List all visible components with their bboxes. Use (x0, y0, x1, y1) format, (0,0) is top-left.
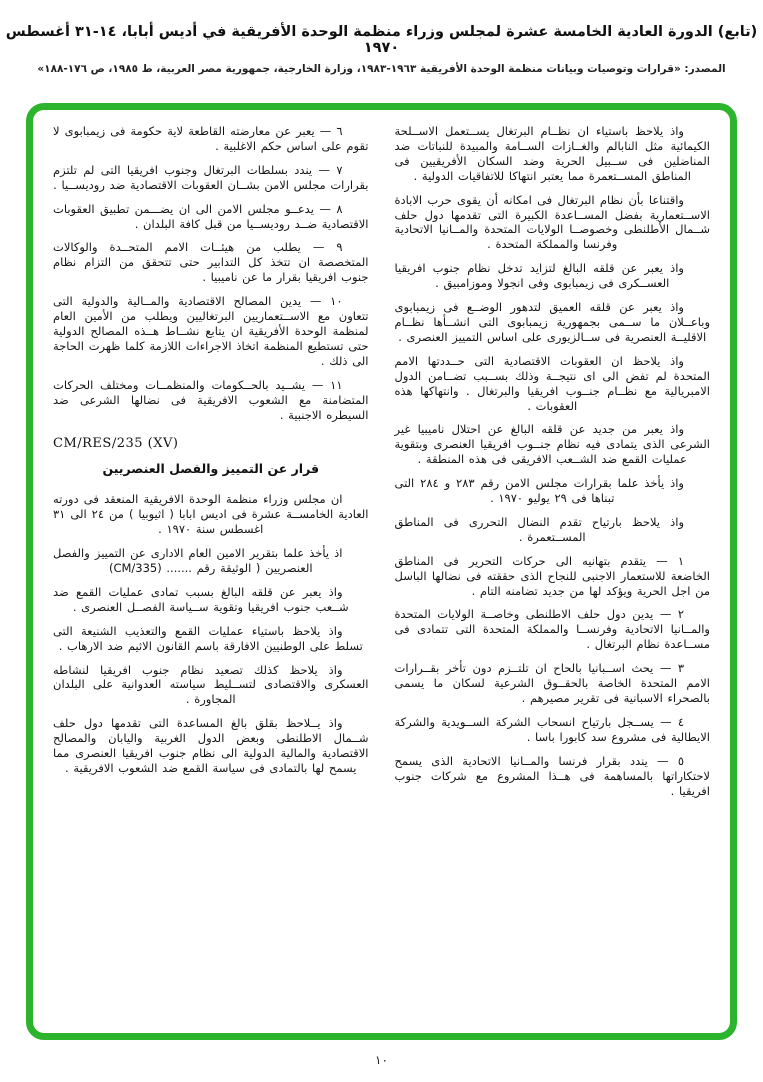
clause-paragraph: واذ يعبر عن قلقه العميق لتدهور الوضــع فى زيمبابوى وباعــلان ما ســمى بجمهورية زيمبابوى التى انشــأها نظــام الاقليــة العنصرية فى ســالزيورى على اساس التمييز العنصرى . (394, 300, 710, 344)
clause-paragraph: واذ يلاحظ كذلك تصعيد نظام جنوب افريقيا لنشاطه العسكرى والاقتصادى لتســليط سياسته العدوانية على البلدان المجاورة . (53, 662, 369, 707)
clause-paragraph: واذ يعبر عن قلقه البالغ لتزايد تدخل نظام جنوب افريقيا العســكرى فى زيمبابوى وفى انجولا وموزامبيق . (394, 261, 684, 291)
numbered-item-5: ٥ — يندد بقرار فرنسا والمــانيا الاتحادية الذى يسمح لاحتكاراتها بالمساهمة فى هــذا المشروع مع شركات جنوب افريقيا . (394, 753, 710, 798)
green-border-content-box (26, 103, 737, 1040)
source-citation: المصدر: «قرارات وتوصيات وبيانات منظمة الوحدة الأفريقية ١٩٦٣-١٩٨٣، وزارة الخارجية، جمهورية مصر العربية، ط ١٩٨٥، ص ١٧٦-١٨٨» (37, 63, 726, 75)
clause-paragraph: واذ يلاحظ بارتياح تقدم النضال التحررى فى المناطق المســتعمرة . (394, 514, 684, 544)
numbered-item-3: ٣ — يحث اســبانيا بالحاح ان تلتــزم دون تأخر بقــرارات الامم المتحدة الخاصة بالحقــوق الشرعية لسكان ما يسمى بالصحراء الاسبانية فى تقرير مصيرهم . (394, 661, 710, 705)
numbered-item-6: ٦ — يعبر عن معارضته القاطعة لاية حكومة فى زيمبابوى لا تقوم على اساس حكم الاغلبية . (53, 124, 369, 153)
left-column (53, 124, 369, 1023)
session-title: (تابع) الدورة العادية الخامسة عشرة لمجلس وزراء منظمة الوحدة الأفريقية في أديس أبابا، ١٤-٣١ أغسطس ١٩٧٠ (5, 24, 758, 56)
clause-paragraph: واذ يلاحظ باستياء ان نظــام البرتغال يســتعمل الاســلحة الكيمائية مثل النابالم والغــازات الســامة والمبيدة للنباتات ضد المناضلين فى ســبيل الحرية وضد السكان الأفريقيين فى المناطق المســتعمرة مما يعتبر انتهاكا للاتفاقيات الدولية . (394, 124, 710, 183)
clause-paragraph: واقتناعا بأن نظام البرتغال فى امكانه أن يقوى حرب الابادة الاســتعمارية بفضل المســاعدة الكبيرة التى تقدمها دول حلف شــمال الأطلنطى وخصوصــا الولايات المتحدة والمــانيا الاتحادية وفرنسا والمملكة المتحدة . (394, 192, 710, 252)
clause-paragraph: واذ يأخذ علما بقرارات مجلس الامن رقم ٢٨٣ و ٢٨٤ التى تبناها فى ٢٩ يوليو ١٩٧٠ . (394, 476, 684, 506)
page-number: ١٠ (375, 1053, 388, 1067)
clause-paragraph: واذ يعبر عن قلقه البالغ بسبب تمادى عمليات القمع ضد شــعب جنوب افريقيا وتقوية ســياسة الفصــل العنصرى . (53, 584, 349, 614)
clause-paragraph: واذ يلاحظ باستياء عمليات القمع والتعذيب الشنيعة التى تسلط على الوطنيين الافارقة باسم القانون الاثيم ضد الارهاب . (53, 623, 363, 653)
numbered-item-11: ١١ — يشــيد بالحــكومات والمنظمــات ومختلف الحركات المتضامنة مع الشعوب الافريقية فى نضالها الشرعى ضد السيطره الاجنبية . (53, 377, 369, 422)
right-column (395, 124, 711, 1023)
resolution-title: قرار عن التمييز والفصل العنصريين (102, 461, 320, 477)
numbered-item-1: ١ — يتقدم بتهانيه الى حركات التحرير فى المناطق الخاضعة للاستعمار الاجنبى للنجاح الذى حققته فى نضالها الباسل من اجل الحرية ويؤكد لها من جديد تضامنه التام . (394, 553, 710, 598)
numbered-item-8: ٨ — يدعــو مجلس الامن الى ان يضـــمن تطبيق العقوبات الاقتصادية ضــد روديســيا من قبل كافة البلدان . (53, 201, 369, 231)
clause-paragraph: واذ يلاحظ ان العقوبات الاقتصادية التى حــددتها الامم المتحدة لم تفض الى اى نتيجــة وذلك بســبب تضــامن الدول الامبريالية مع نظــام جنــوب افريقيا والبرتغال . وانتهاكها هذه العقوبات . (394, 353, 710, 413)
clause-paragraph: واذ يعبر من جديد عن قلقه البالغ عن احتلال ناميبيا غير الشرعى الذى يتمادى فيه نظام جنــوب افريقيا العنصرى وبتقوية عمليات القمع ضد الشــعب الافريقى فى هذه المنطقة . (394, 422, 710, 467)
clause-paragraph: ان مجلس وزراء منظمة الوحدة الافريقية المنعقد فى دورته العادية الخامســة عشرة فى اديس ابابا ( اثيوبيا ) من ٢٤ الى ٣١ اغسطس سنة ١٩٧٠ . (53, 492, 369, 537)
numbered-item-7: ٧ — يندد بسلطات البرتغال وجنوب افريقيا التى لم تلتزم بقرارات مجلس الامن بشــان العقوبات الاقتصادية ضد روديســيا . (53, 162, 369, 192)
two-column-layout (53, 124, 710, 1023)
page-footer (0, 1049, 763, 1068)
clause-paragraph: اذ يأخذ علما بتقرير الامين العام الادارى عن التمييز والفصل العنصريين ( الوثيقة رقم ....... (CM/335) (53, 546, 343, 576)
numbered-item-4: ٤ — يســجل بارتياح انسحاب الشركة الســويدية والشركة الايطالية فى مشروع سد كابورا باسا . (394, 714, 710, 744)
numbered-item-10: ١٠ — يدين المصالح الاقتصادية والمــالية والدولية التى تتعاون مع الاســتعماريين البرتغاليين ويطلب من الأمين العام لمنظمة الوحدة الأفريقية ان يتابع نشــاط هــذه المصالح الدولية حتى تستطيع المنظمة اتخاذ الاجراءات اللازمة كلما ظهرت الحاجة الى ذلك . (53, 294, 369, 368)
numbered-item-9: ٩ — يطلب من هيئــات الامم المتحــدة والوكالات المتخصصة ان تتخذ كل التدابير حتى تتحقق من التزام نظام جنوب افريقيا بقرار ما عن ناميبيا . (53, 240, 369, 285)
numbered-item-2: ٢ — يدين دول حلف الاطلنطى وخاصــة الولايات المتحدة والمــانيا الاتحادية وفرنســا والمملكة المتحدة التى تتمادى فى مســاعدة نظام البرتغال . (394, 607, 710, 652)
page-header (0, 24, 763, 75)
clause-paragraph: واذ يــلاحظ بقلق بالغ المساعدة التى تقدمها دول حلف شــمال الاطلنطى وبعض الدول الغربية واليابان والمصالح الاقتصادية والمالية الدولية الى نظام جنوب افريقيا العنصرى مما يسمح لها بالتمادى فى سياسة القمع ضد الشعوب الافريقية . (53, 716, 369, 775)
resolution-reference-code: CM/RES/235 (XV) (53, 436, 179, 452)
